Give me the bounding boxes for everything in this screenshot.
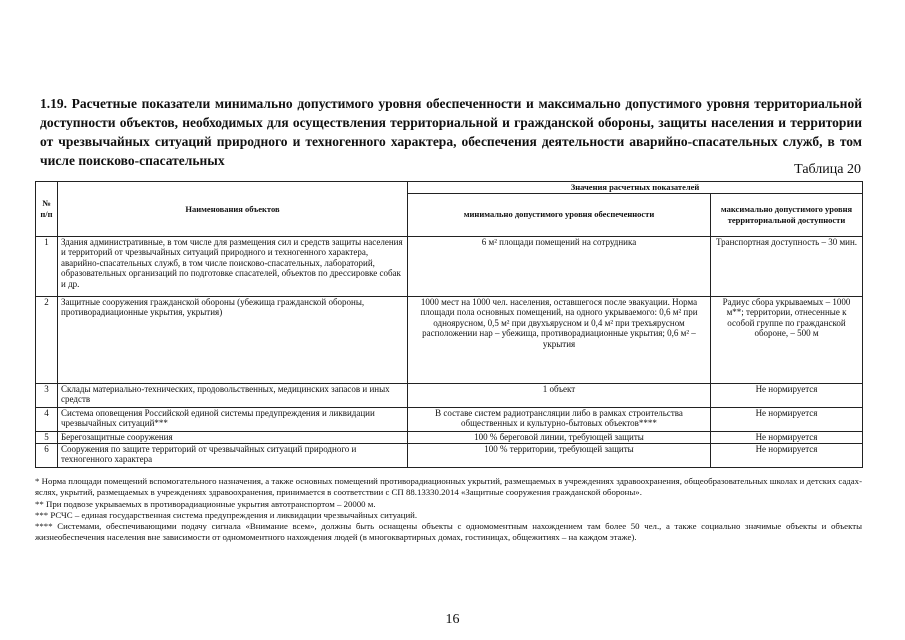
row-min-level: В составе систем радиотрансляции либо в рамках строительства общественных и культурно-бытовых объектов****	[408, 407, 711, 431]
row-min-level: 6 м² площади помещений на сотрудника	[408, 236, 711, 296]
indicators-table	[35, 181, 863, 468]
table-header-row-1	[36, 182, 863, 194]
table-row	[36, 443, 863, 467]
row-max-access: Не нормируется	[711, 431, 863, 443]
row-num: 5	[36, 431, 58, 443]
row-max-access: Радиус сбора укрываемых – 1000 м**; территории, отнесенные к особой группе по гражданской обороне, – 500 м	[711, 296, 863, 383]
row-max-access: Транспортная доступность – 30 мин.	[711, 236, 863, 296]
section-heading: 1.19. Расчетные показатели минимально допустимого уровня обеспеченности и максимально допустимого уровня территориальной доступности объектов, необходимых для осуществления территориальной и гражданской обороны, защиты населения и территории от чрезвычайных ситуаций природного и техногенного характера, обеспечения деятельности аварийно-спасательных служб, в том числе поисково-спасательных	[40, 96, 862, 168]
table-row	[36, 296, 863, 383]
row-max-access: Не нормируется	[711, 443, 863, 467]
table-caption: Таблица 20	[794, 162, 861, 177]
row-name: Здания административные, в том числе для размещения сил и средств защиты населения и территорий от чрезвычайных ситуаций природного и техногенного характера, аварийно-спасательных служб, в том числе поисково-спасательных, лабораторий, образовательных организаций по подготовке спасателей, объектов по дрессировке собак и др.	[58, 236, 408, 296]
row-num: 1	[36, 236, 58, 296]
row-name: Система оповещения Российской единой системы предупреждения и ликвидации чрезвычайных ситуаций***	[58, 407, 408, 431]
table-row	[36, 236, 863, 296]
header-values-group: Значения расчетных показателей	[408, 182, 863, 194]
row-name: Берегозащитные сооружения	[58, 431, 408, 443]
footnote: **** Системами, обеспечивающими подачу сигнала «Внимание всем», должны быть оснащены объекты с одномоментным нахождением там более 50 чел., а также социально значимые объекты и объекты жизнеобеспечения населения вне зависимости от одномоментного нахождения людей (в многоквартирных домах, гостиницах, общежитиях – на каждом этаже).	[35, 521, 862, 543]
table-row	[36, 431, 863, 443]
row-name: Склады материально-технических, продовольственных, медицинских запасов и иных средств	[58, 383, 408, 407]
table-row	[36, 383, 863, 407]
row-min-level: 100 % территории, требующей защиты	[408, 443, 711, 467]
footnote: ** При подвозе укрываемых в противорадиационные укрытия автотранспортом – 20000 м.	[35, 498, 376, 509]
page-number: 16	[445, 612, 460, 627]
header-num: № п/п	[36, 182, 58, 237]
table-row	[36, 407, 863, 431]
row-min-level: 100 % береговой линии, требующей защиты	[408, 431, 711, 443]
row-num: 3	[36, 383, 58, 407]
row-num: 4	[36, 407, 58, 431]
row-num: 2	[36, 296, 58, 383]
header-min-level: минимально допустимого уровня обеспеченности	[408, 193, 711, 236]
footnote: *** РСЧС – единая государственная система предупреждения и ликвидации чрезвычайных ситуаций.	[35, 509, 418, 520]
row-name: Сооружения по защите территорий от чрезвычайных ситуаций природного и техногенного характера	[58, 443, 408, 467]
row-num: 6	[36, 443, 58, 467]
row-name: Защитные сооружения гражданской обороны (убежища гражданской обороны, противорадиационные укрытия, укрытия)	[58, 296, 408, 383]
row-max-access: Не нормируется	[711, 407, 863, 431]
footnote: * Норма площади помещений вспомогательного назначения, а также основных помещений противорадиационных укрытий, размещаемых в учреждениях здравоохранения, общеобразовательных школах и детских садах-яслях, укрытий, размещаемых в учреждениях здравоохранения, принимается в соответствии с СП 88.13330.2014 «Защитные сооружения гражданской обороны».	[35, 476, 862, 498]
header-max-access: максимально допустимого уровня территориальной доступности	[711, 193, 863, 236]
row-min-level: 1 объект	[408, 383, 711, 407]
footnotes	[35, 476, 862, 544]
row-min-level: 1000 мест на 1000 чел. населения, оставшегося после эвакуации. Норма площади пола основных помещений, на одного укрываемого: 0,6 м² при одноярусном, 0,5 м² при двухъярусном и 0,4 м² при трехъярусном расположении нар – убежища, противорадиационные укрытия; 0,6 м² – укрытия	[408, 296, 711, 383]
header-object-name: Наименования объектов	[58, 182, 408, 237]
row-max-access: Не нормируется	[711, 383, 863, 407]
